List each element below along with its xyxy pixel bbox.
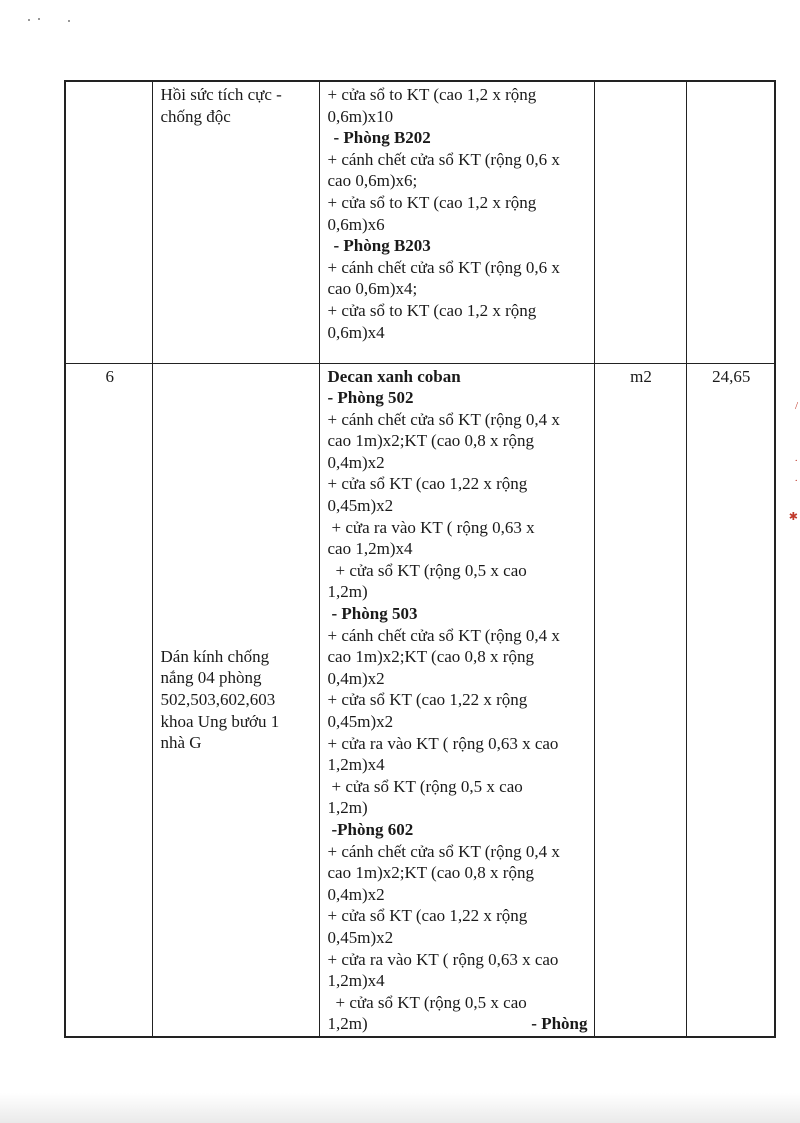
room-heading: -Phòng 602 bbox=[331, 819, 414, 839]
estimate-table bbox=[64, 80, 776, 1038]
description-line: 1,2m)x4 bbox=[327, 971, 385, 991]
description-cell bbox=[319, 363, 594, 1037]
description-line: cao 1m)x2;KT (cao 0,8 x rộng bbox=[327, 863, 534, 883]
item-name-line: nắng 04 phòng bbox=[160, 668, 262, 688]
description-line: 0,45m)x2 bbox=[327, 712, 394, 731]
description-line: + cánh chết cửa sổ KT (rộng 0,4 x bbox=[327, 841, 560, 861]
description-line: + cửa sổ KT (rộng 0,5 x cao bbox=[335, 560, 527, 580]
unit-cell bbox=[594, 81, 686, 363]
description-line: + cửa sổ KT (cao 1,22 x rộng bbox=[327, 690, 528, 710]
unit-cell: m2 bbox=[594, 363, 686, 1037]
description-line: + cửa sổ to KT (cao 1,2 x rộng bbox=[327, 192, 537, 212]
room-heading: - Phòng B203 bbox=[333, 236, 431, 256]
description-line: 0,6m)x4 bbox=[327, 322, 385, 342]
description-tail bbox=[328, 1013, 588, 1035]
row-index-cell: 6 bbox=[65, 363, 152, 1037]
item-name-line: Hồi sức tích cực - bbox=[160, 85, 282, 104]
description-line: + cánh chết cửa sổ KT (rộng 0,6 x bbox=[327, 257, 560, 277]
item-name-line: khoa Ung bướu 1 bbox=[160, 711, 280, 731]
description-line: cao 0,6m)x6; bbox=[327, 171, 418, 191]
item-name-line: nhà G bbox=[160, 733, 202, 753]
item-name-line: chống độc bbox=[160, 106, 231, 126]
description-cell bbox=[319, 81, 594, 363]
description-line: 0,4m)x2 bbox=[327, 452, 385, 472]
room-heading: - Phòng 503 bbox=[331, 604, 418, 624]
description-line: + cánh chết cửa sổ KT (rộng 0,6 x bbox=[327, 149, 560, 169]
description-line: 0,4m)x2 bbox=[327, 884, 385, 904]
description-line: 0,45m)x2 bbox=[327, 927, 394, 947]
item-name-line: Dán kính chống bbox=[160, 646, 270, 666]
description-line: 0,6m)x6 bbox=[327, 214, 385, 234]
description-line: + cửa sổ to KT (cao 1,2 x rộng bbox=[327, 300, 537, 320]
description-line: cao 0,6m)x4; bbox=[327, 279, 418, 299]
room-heading: - Phòng 502 bbox=[327, 388, 414, 408]
description-line: + cửa ra vào KT ( rộng 0,63 x cao bbox=[327, 949, 559, 969]
table-row bbox=[65, 81, 775, 363]
item-name-cell bbox=[152, 81, 319, 363]
table-row bbox=[65, 363, 775, 1037]
description-line: + cánh chết cửa sổ KT (rộng 0,4 x bbox=[327, 409, 560, 429]
room-heading: - Phòng B202 bbox=[333, 128, 431, 148]
item-name-cell bbox=[152, 363, 319, 1037]
room-heading: Decan xanh coban bbox=[327, 366, 461, 386]
description-line: + cửa sổ to KT (cao 1,2 x rộng bbox=[327, 85, 537, 104]
description-line: + cửa sổ KT (cao 1,22 x rộng bbox=[327, 474, 528, 494]
scan-speck bbox=[28, 18, 72, 22]
description-line: 1,2m) bbox=[327, 798, 368, 818]
description-line: + cửa ra vào KT ( rộng 0,63 x cao bbox=[327, 733, 559, 753]
stamp-edge-mark: / · · ✱ bbox=[788, 400, 798, 523]
description-line: 1,2m) bbox=[327, 582, 368, 602]
description-line: + cửa sổ KT (rộng 0,5 x cao bbox=[335, 992, 527, 1012]
description-line: + cánh chết cửa sổ KT (rộng 0,4 x bbox=[327, 625, 560, 645]
description-line: 0,4m)x2 bbox=[327, 668, 385, 688]
description-line: 0,45m)x2 bbox=[327, 496, 394, 516]
description-line: cao 1m)x2;KT (cao 0,8 x rộng bbox=[327, 647, 534, 667]
description-line: + cửa sổ KT (cao 1,22 x rộng bbox=[327, 906, 528, 926]
description-line: + cửa sổ KT (rộng 0,5 x cao bbox=[331, 776, 523, 796]
description-line: + cửa ra vào KT ( rộng 0,63 x bbox=[331, 517, 535, 537]
description-line: 0,6m)x10 bbox=[327, 106, 394, 126]
description-line: 1,2m)x4 bbox=[327, 755, 385, 775]
scan-shadow bbox=[0, 1093, 800, 1123]
quantity-cell: 24,65 bbox=[686, 363, 775, 1037]
description-line: 1,2m) bbox=[327, 1014, 368, 1034]
description-line: cao 1m)x2;KT (cao 0,8 x rộng bbox=[327, 431, 534, 451]
row-index-cell bbox=[65, 81, 152, 363]
room-heading: - Phòng bbox=[531, 1014, 588, 1034]
description-line: cao 1,2m)x4 bbox=[327, 539, 413, 559]
quantity-cell bbox=[686, 81, 775, 363]
item-name-line: 502,503,602,603 bbox=[160, 689, 276, 709]
